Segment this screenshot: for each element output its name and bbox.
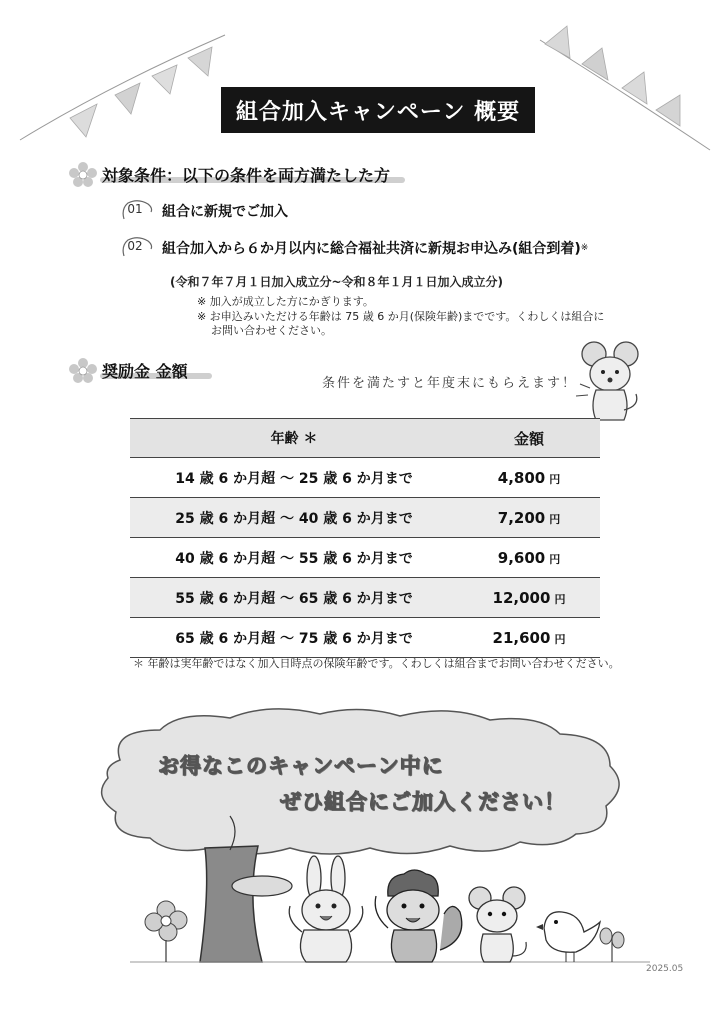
callout-text: 条件を満たすと年度末にもらえます！ [322,376,578,391]
amount-table [130,418,600,658]
note-2: ※ お申込みいただける年齢は 75 歳 6 か月(保険年齢)までです。くわしくは組合に [197,310,605,323]
note-1: ※ 加入が成立した方にかぎります。 [197,295,374,308]
number-badge: 01 [120,199,154,223]
header-age: 年齢 ＊ [270,431,318,447]
number-badge: 02 [120,236,154,260]
flower-icon [68,161,98,187]
age-cell: 25 歳 6 か月超 ～ 40 歳 6 か月まで [175,510,413,527]
flower-icon [68,357,98,383]
age-cell: 55 歳 6 か月超 ～ 65 歳 6 か月まで [175,590,413,607]
amount-cell: 12,000 円 [492,588,566,607]
amount-cell: 7,200 円 [497,508,561,527]
table-row [130,618,600,658]
table-row [130,538,600,578]
table-header [130,418,600,458]
bunting-left-decoration [0,0,240,150]
page-title: 組合加入キャンペーン 概要 [221,87,535,133]
age-cell: 65 歳 6 か月超 ～ 75 歳 6 か月まで [175,630,413,647]
age-cell: 14 歳 6 か月超 ～ 25 歳 6 か月まで [175,470,413,487]
table-footnote: ＊ 年齢は実年齢ではなく加入日時点の保険年齢です。くわしくは組合までお問い合わせください。 [133,657,620,670]
period-text: (令和７年７月１日加入成立分~令和８年１月１日加入成立分) [170,275,504,289]
cloud-message-line1: お得なこのキャンペーン中に [158,754,444,778]
section2-heading [68,357,188,383]
condition-text: 組合加入から６か月以内に総合福祉共済に新規お申込み(組合到着) [162,241,581,257]
condition-item [120,199,288,223]
condition-text: 組合に新規でご加入 [162,204,288,220]
age-cell: 40 歳 6 か月超 ～ 55 歳 6 か月まで [175,550,413,567]
cloud-tree-illustration [0,700,725,980]
table-row [130,498,600,538]
condition-mark: ※ [580,243,589,253]
condition-item [120,236,588,260]
document-date: 2025.05 [646,964,684,974]
section2-heading-text: 奨励金 金額 [102,361,188,381]
table-row [130,458,600,498]
amount-cell: 21,600 円 [492,628,566,647]
amount-cell: 9,600 円 [497,548,561,567]
section1-heading-text: 対象条件：以下の条件を両方満たした方 [102,165,391,185]
table-row [130,578,600,618]
bunting-right-decoration [530,0,725,160]
mouse-illustration [574,340,646,430]
header-amount: 金額 [513,429,544,448]
note-3: お問い合わせください。 [211,324,332,337]
section1-heading [68,161,390,187]
amount-cell: 4,800 円 [497,468,561,487]
cloud-message-line2: ぜひ組合にご加入ください！ [280,790,566,814]
